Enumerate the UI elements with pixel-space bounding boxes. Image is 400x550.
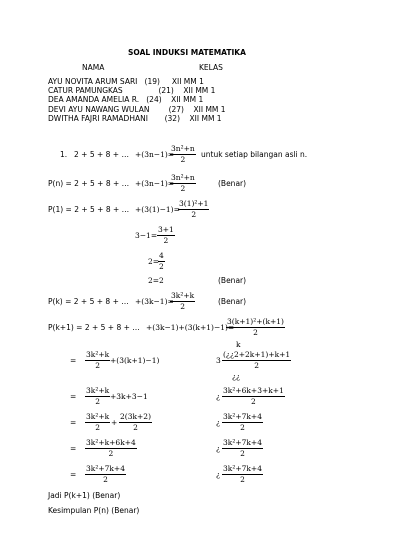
step1-left-fraction [85, 351, 110, 369]
pk1-lhs: P(k+1) = 2 + 5 + 8 + … [48, 323, 140, 332]
column-header-kelas: KELAS [199, 63, 223, 72]
p1-step2-left: 2= [148, 257, 160, 266]
p1-lhs: P(1) = 2 + 5 + 8 + … [48, 205, 130, 214]
step1-right-top: k [236, 340, 241, 349]
pn-fraction [170, 174, 196, 192]
problem-number: 1. [60, 150, 68, 159]
equals-sign: = [70, 392, 77, 401]
p1-step2-fraction [158, 252, 165, 270]
fraction-denominator: 2 [108, 448, 114, 458]
fraction-denominator: 2 [191, 209, 197, 219]
member-row: DEA AMANDA AMELIA R. (24) XII MM 1 [48, 95, 204, 104]
member-row: AYU NOVITA ARUM SARI (19) XII MM 1 [48, 77, 204, 86]
step2-right-fraction [222, 387, 285, 405]
step4-right-lead: ¿ [216, 444, 221, 453]
fraction-denominator: 2 [240, 448, 245, 458]
problem-tail: untuk setiap bilangan asli n. [201, 150, 308, 159]
fraction-numerator: 3k²+k [86, 386, 110, 395]
step2-left-fraction [85, 387, 110, 405]
step5-right-fraction [222, 465, 263, 483]
fraction-denominator: 2 [180, 183, 186, 193]
step1-left-tail: +(3(k+1)−1) [110, 356, 160, 365]
member-row: DWITHA FAJRI RAMADHANI (32) XII MM 1 [48, 114, 222, 123]
p1-step3: 2=2 [148, 276, 164, 285]
step3-right-lead: ¿ [216, 418, 221, 427]
step5-left-fraction [85, 465, 126, 483]
p1-status: (Benar) [218, 276, 247, 285]
fraction-denominator: 2 [251, 396, 256, 406]
p1-step1-left: 3−1= [135, 231, 158, 240]
problem-lhs: 2 + 5 + 8 + … [74, 150, 129, 159]
p1-term: +(3(1)−1)= [135, 205, 180, 214]
fraction-numerator: 3n²+n [171, 173, 195, 182]
fraction-denominator: 2 [163, 235, 169, 245]
problem-term: +(3n−1)= [135, 150, 175, 159]
step2-right-lead: ¿ [216, 392, 221, 401]
fraction-denominator: 2 [95, 396, 100, 406]
fraction-denominator: 2 [159, 261, 164, 271]
fraction-numerator: 3+1 [158, 225, 174, 234]
equals-sign: = [70, 356, 77, 365]
conclusion-pk1: Jadi P(k+1) (Benar) [48, 491, 121, 500]
pk-term: +(3k−1)= [135, 297, 174, 306]
fraction-numerator: 3(k+1)²+(k+1) [227, 317, 284, 326]
step4-right-fraction [222, 439, 263, 457]
fraction-numerator: 3k²+7k+4 [86, 464, 125, 473]
member-row: DEVI AYU NAWANG WULAN (27) XII MM 1 [48, 105, 226, 114]
equals-sign: = [70, 470, 77, 479]
problem-fraction [170, 145, 196, 163]
fraction-denominator: 2 [253, 327, 258, 337]
fraction-numerator: 3k²+7k+4 [223, 438, 262, 447]
pn-status: (Benar) [218, 179, 247, 188]
p1-step1-fraction [157, 226, 175, 244]
fraction-denominator: 2 [254, 360, 259, 370]
fraction-numerator: 3(1)²+1 [179, 199, 209, 208]
equals-sign: = [70, 418, 77, 427]
pk1-term: +(3k−1)+(3(k+1)−1)= [146, 323, 235, 332]
pk1-fraction [226, 318, 285, 336]
equals-sign: = [70, 444, 77, 453]
fraction-numerator: 3k²+k [86, 412, 110, 421]
step3-left-plus: + [111, 418, 118, 427]
fraction-denominator: 2 [95, 360, 100, 370]
fraction-numerator: 3k²+k [86, 350, 110, 359]
fraction-numerator: 3k²+6k+3+k+1 [223, 386, 284, 395]
fraction-numerator: 3k²+k [171, 291, 195, 300]
fraction-numerator: 2(3k+2) [120, 412, 151, 421]
pk-fraction [170, 292, 195, 310]
fraction-denominator: 2 [95, 422, 100, 432]
pk-status: (Benar) [218, 297, 247, 306]
fraction-denominator: 2 [180, 154, 186, 164]
fraction-numerator: 3k²+7k+4 [223, 412, 262, 421]
step3-left-fraction2 [119, 413, 152, 431]
document-title: SOAL INDUKSI MATEMATIKA [128, 48, 246, 57]
fraction-numerator: 3n²+n [171, 144, 195, 153]
step3-right-fraction [222, 413, 263, 431]
member-row: CATUR PAMUNGKAS (21) XII MM 1 [48, 86, 216, 95]
fraction-denominator: 2 [240, 422, 245, 432]
fraction-numerator: 3k²+7k+4 [223, 464, 262, 473]
column-header-nama: NAMA [82, 63, 105, 72]
step5-right-lead: ¿ [216, 470, 221, 479]
pn-lhs: P(n) = 2 + 5 + 8 + … [48, 179, 130, 188]
fraction-denominator: 2 [133, 422, 138, 432]
p1-fraction [178, 200, 209, 218]
fraction-numerator: 3k²+k+6k+4 [86, 438, 136, 447]
fraction-denominator: 2 [240, 474, 245, 484]
conclusion-pn: Kesimpulan P(n) (Benar) [48, 506, 140, 515]
step1-right-bottom: ¿¿ [232, 372, 241, 381]
pk-lhs: P(k) = 2 + 5 + 8 + … [48, 297, 129, 306]
step2-left-tail: +3k+3−1 [110, 392, 148, 401]
step4-left-fraction [85, 439, 137, 457]
fraction-numerator: (¿¿2+2k+1)+k+1 [223, 350, 291, 359]
step1-right-fraction [222, 351, 291, 369]
fraction-numerator: 4 [159, 251, 164, 260]
pn-term: +(3n−1)= [135, 179, 175, 188]
fraction-denominator: 2 [180, 301, 185, 311]
step3-left-fraction [85, 413, 110, 431]
step1-right-lead: 3 [216, 356, 221, 365]
fraction-denominator: 2 [103, 474, 108, 484]
